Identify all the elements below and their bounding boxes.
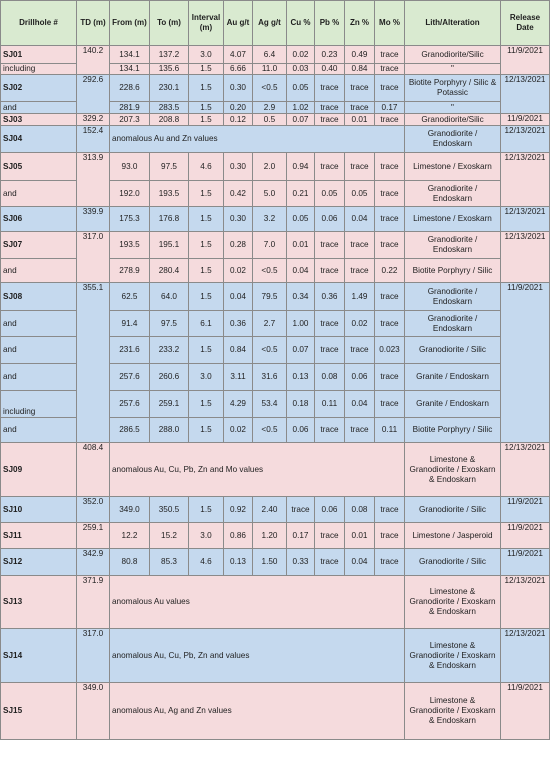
zn-cell: 1.49 [345,283,375,311]
release-date-cell [501,64,550,75]
td-cell: 313.9 [77,153,110,207]
mo-cell: trace [375,64,405,75]
mo-cell: trace [375,391,405,418]
drillhole-cell: SJ10 [1,497,77,523]
table-row [1,497,550,523]
cu-cell: 0.07 [287,114,315,126]
cu-cell: 1.02 [287,102,315,114]
drillhole-cell: SJ05 [1,153,77,181]
table-row [1,576,550,629]
release-date-cell: 11/9/2021 [501,523,550,549]
lithology-cell: Limestone & Granodiorite / Exoskarn & Endoskarn [405,629,501,683]
lithology-cell: Limestone & Granodiorite / Exoskarn & Endoskarn [405,683,501,740]
lithology-cell: Granodiorite / Endoskarn [405,311,501,337]
drillhole-cell: SJ13 [1,576,77,629]
ag-cell: 1.20 [253,523,287,549]
drillhole-cell: SJ02 [1,75,77,102]
interval-cell: 1.5 [189,232,224,259]
interval-cell: 1.5 [189,102,224,114]
to-cell: 193.5 [150,181,189,207]
header-cell: From (m) [110,1,150,46]
interval-cell: 1.5 [189,207,224,232]
release-date-cell [501,102,550,114]
lithology-cell: Granodiorite / Silic [405,549,501,576]
release-date-cell: 12/13/2021 [501,443,550,497]
to-cell: 97.5 [150,311,189,337]
release-date-cell: 11/9/2021 [501,497,550,523]
ag-cell: 11.0 [253,64,287,75]
td-cell: 342.9 [77,549,110,576]
cu-cell: 0.02 [287,46,315,64]
mo-cell: trace [375,75,405,102]
interval-cell: 4.6 [189,549,224,576]
zn-cell: trace [345,232,375,259]
td-cell: 355.1 [77,283,110,443]
drillhole-cell: SJ12 [1,549,77,576]
drillhole-cell: SJ01 [1,46,77,64]
to-cell: 280.4 [150,259,189,283]
table-row [1,549,550,576]
release-date-cell: 11/9/2021 [501,46,550,64]
td-cell: 317.0 [77,232,110,283]
lithology-cell: Granodiorite / Silic [405,497,501,523]
au-cell: 0.04 [224,283,253,311]
header-cell: Ag g/t [253,1,287,46]
zn-cell: trace [345,259,375,283]
pb-cell: trace [315,311,345,337]
lithology-cell: Limestone / Exoskarn [405,153,501,181]
cu-cell: 0.06 [287,418,315,443]
zn-cell: 0.49 [345,46,375,64]
header-cell: Release Date [501,1,550,46]
from-cell: 93.0 [110,153,150,181]
release-date-cell: 11/9/2021 [501,683,550,740]
lithology-cell: Granite / Endoskarn [405,391,501,418]
drillhole-cell: SJ11 [1,523,77,549]
release-date-cell: 12/13/2021 [501,232,550,259]
header-cell: Cu % [287,1,315,46]
to-cell: 288.0 [150,418,189,443]
td-cell: 339.9 [77,207,110,232]
to-cell: 97.5 [150,153,189,181]
to-cell: 283.5 [150,102,189,114]
release-date-cell: 12/13/2021 [501,75,550,102]
interval-cell: 1.5 [189,75,224,102]
note-cell: anomalous Au, Cu, Pb, Zn and values [110,629,405,683]
from-cell: 134.1 [110,64,150,75]
ag-cell: 31.6 [253,364,287,391]
cu-cell: 0.18 [287,391,315,418]
release-date-cell [501,337,550,364]
header-cell: Au g/t [224,1,253,46]
cu-cell: 0.17 [287,523,315,549]
from-cell: 192.0 [110,181,150,207]
header-cell: Interval (m) [189,1,224,46]
interval-cell: 1.5 [189,497,224,523]
au-cell: 0.36 [224,311,253,337]
to-cell: 137.2 [150,46,189,64]
zn-cell: 0.04 [345,549,375,576]
au-cell: 0.13 [224,549,253,576]
pb-cell: 0.05 [315,181,345,207]
release-date-cell: 11/9/2021 [501,549,550,576]
ag-cell: 2.0 [253,153,287,181]
drillhole-cell: and [1,364,77,391]
note-cell: anomalous Au, Ag and Zn values [110,683,405,740]
table-row [1,153,550,181]
pb-cell: trace [315,114,345,126]
ag-cell: 6.4 [253,46,287,64]
mo-cell: 0.17 [375,102,405,114]
release-date-cell: 12/13/2021 [501,576,550,629]
from-cell: 207.3 [110,114,150,126]
lithology-cell: Granodiorite / Endoskarn [405,126,501,153]
drillhole-cell: SJ14 [1,629,77,683]
au-cell: 0.28 [224,232,253,259]
mo-cell: trace [375,153,405,181]
drillhole-cell: and [1,337,77,364]
au-cell: 0.92 [224,497,253,523]
zn-cell: 0.08 [345,497,375,523]
drillhole-cell: SJ15 [1,683,77,740]
header-row [1,1,550,46]
ag-cell: 2.7 [253,311,287,337]
au-cell: 0.30 [224,153,253,181]
from-cell: 286.5 [110,418,150,443]
zn-cell: 0.04 [345,207,375,232]
to-cell: 259.1 [150,391,189,418]
to-cell: 85.3 [150,549,189,576]
td-cell: 371.9 [77,576,110,629]
table-row [1,207,550,232]
mo-cell: trace [375,114,405,126]
pb-cell: trace [315,523,345,549]
pb-cell: trace [315,153,345,181]
to-cell: 230.1 [150,75,189,102]
release-date-cell [501,391,550,418]
td-cell: 152.4 [77,126,110,153]
pb-cell: 0.36 [315,283,345,311]
lithology-cell: Granodiorite / Silic [405,337,501,364]
from-cell: 62.5 [110,283,150,311]
mo-cell: 0.023 [375,337,405,364]
interval-cell: 3.0 [189,523,224,549]
release-date-cell: 12/13/2021 [501,629,550,683]
cu-cell: 0.05 [287,75,315,102]
interval-cell: 3.0 [189,364,224,391]
interval-cell: 1.5 [189,391,224,418]
to-cell: 195.1 [150,232,189,259]
ag-cell: 2.9 [253,102,287,114]
zn-cell: trace [345,75,375,102]
ag-cell: 0.5 [253,114,287,126]
ag-cell: 1.50 [253,549,287,576]
header-cell: TD (m) [77,1,110,46]
au-cell: 4.07 [224,46,253,64]
lithology-cell: " [405,64,501,75]
to-cell: 64.0 [150,283,189,311]
from-cell: 193.5 [110,232,150,259]
au-cell: 3.11 [224,364,253,391]
pb-cell: 0.06 [315,207,345,232]
zn-cell: trace [345,102,375,114]
interval-cell: 1.5 [189,337,224,364]
ag-cell: 2.40 [253,497,287,523]
lithology-cell: Biotite Porphyry / Silic & Potassic [405,75,501,102]
interval-cell: 4.6 [189,153,224,181]
from-cell: 228.6 [110,75,150,102]
td-cell: 292.6 [77,75,110,114]
drillhole-cell: SJ07 [1,232,77,259]
mo-cell: trace [375,232,405,259]
from-cell: 349.0 [110,497,150,523]
ag-cell: <0.5 [253,337,287,364]
lithology-cell: Biotite Porphyry / Silic [405,418,501,443]
au-cell: 4.29 [224,391,253,418]
drillhole-cell: and [1,181,77,207]
header-cell: Lith/Alteration [405,1,501,46]
lithology-cell: Limestone / Exoskarn [405,207,501,232]
pb-cell: 0.23 [315,46,345,64]
to-cell: 15.2 [150,523,189,549]
drillhole-cell: and [1,102,77,114]
note-cell: anomalous Au, Cu, Pb, Zn and Mo values [110,443,405,497]
td-cell: 329.2 [77,114,110,126]
interval-cell: 6.1 [189,311,224,337]
cu-cell: 0.13 [287,364,315,391]
interval-cell: 3.0 [189,46,224,64]
drillhole-cell: SJ08 [1,283,77,311]
table-row [1,443,550,497]
from-cell: 12.2 [110,523,150,549]
pb-cell: 0.06 [315,497,345,523]
au-cell: 0.02 [224,259,253,283]
zn-cell: 0.06 [345,364,375,391]
pb-cell: trace [315,418,345,443]
zn-cell: 0.04 [345,391,375,418]
mo-cell: trace [375,311,405,337]
mo-cell: trace [375,283,405,311]
release-date-cell: 11/9/2021 [501,283,550,311]
drillhole-cell: SJ06 [1,207,77,232]
pb-cell: 0.08 [315,364,345,391]
mo-cell: trace [375,207,405,232]
lithology-cell: Granodiorite / Endoskarn [405,232,501,259]
table-row [1,629,550,683]
drillhole-cell: and [1,259,77,283]
lithology-cell: Granodiorite / Endoskarn [405,181,501,207]
ag-cell: <0.5 [253,259,287,283]
au-cell: 0.42 [224,181,253,207]
cu-cell: 1.00 [287,311,315,337]
from-cell: 231.6 [110,337,150,364]
mo-cell: trace [375,549,405,576]
header-cell: Mo % [375,1,405,46]
table-row [1,46,550,64]
zn-cell: 0.01 [345,523,375,549]
release-date-cell [501,181,550,207]
cu-cell: 0.04 [287,259,315,283]
td-cell: 317.0 [77,629,110,683]
lithology-cell: Granite / Endoskarn [405,364,501,391]
lithology-cell: Granodiorite / Endoskarn [405,283,501,311]
mo-cell: trace [375,497,405,523]
zn-cell: trace [345,153,375,181]
release-date-cell [501,418,550,443]
table-row [1,114,550,126]
table-row [1,75,550,102]
header-cell: Drillhole # [1,1,77,46]
note-cell: anomalous Au and Zn values [110,126,405,153]
drillhole-cell: and [1,418,77,443]
lithology-cell: Biotite Porphyry / Silic [405,259,501,283]
from-cell: 91.4 [110,311,150,337]
cu-cell: 0.01 [287,232,315,259]
header-cell: To (m) [150,1,189,46]
cu-cell: 0.07 [287,337,315,364]
lithology-cell: Granodiorite/Silic [405,46,501,64]
pb-cell: trace [315,549,345,576]
mo-cell: trace [375,523,405,549]
ag-cell: 3.2 [253,207,287,232]
cu-cell: trace [287,497,315,523]
drillhole-cell: including [1,64,77,75]
header-cell: Zn % [345,1,375,46]
td-cell: 352.0 [77,497,110,523]
drillhole-cell: including [1,391,77,418]
cu-cell: 0.33 [287,549,315,576]
table-row [1,523,550,549]
to-cell: 260.6 [150,364,189,391]
release-date-cell: 12/13/2021 [501,126,550,153]
drillhole-cell: SJ03 [1,114,77,126]
cu-cell: 0.21 [287,181,315,207]
mo-cell: trace [375,181,405,207]
from-cell: 175.3 [110,207,150,232]
drillhole-cell: and [1,311,77,337]
to-cell: 176.8 [150,207,189,232]
zn-cell: 0.01 [345,114,375,126]
ag-cell: 7.0 [253,232,287,259]
pb-cell: trace [315,102,345,114]
interval-cell: 1.5 [189,114,224,126]
pb-cell: trace [315,232,345,259]
mo-cell: 0.22 [375,259,405,283]
au-cell: 0.86 [224,523,253,549]
cu-cell: 0.34 [287,283,315,311]
lithology-cell: Granodiorite/Silic [405,114,501,126]
zn-cell: 0.02 [345,311,375,337]
table-row [1,283,550,311]
table-row [1,232,550,259]
lithology-cell: " [405,102,501,114]
release-date-cell: 12/13/2021 [501,207,550,232]
au-cell: 0.02 [224,418,253,443]
to-cell: 135.6 [150,64,189,75]
lithology-cell: Limestone & Granodiorite / Exoskarn & Endoskarn [405,576,501,629]
td-cell: 259.1 [77,523,110,549]
interval-cell: 1.5 [189,181,224,207]
au-cell: 0.84 [224,337,253,364]
release-date-cell [501,311,550,337]
au-cell: 0.30 [224,207,253,232]
release-date-cell: 11/9/2021 [501,114,550,126]
table-body [1,46,550,740]
zn-cell: trace [345,337,375,364]
ag-cell: 53.4 [253,391,287,418]
pb-cell: trace [315,337,345,364]
ag-cell: <0.5 [253,75,287,102]
from-cell: 80.8 [110,549,150,576]
mo-cell: trace [375,46,405,64]
from-cell: 281.9 [110,102,150,114]
zn-cell: 0.84 [345,64,375,75]
to-cell: 233.2 [150,337,189,364]
release-date-cell [501,259,550,283]
au-cell: 6.66 [224,64,253,75]
ag-cell: 79.5 [253,283,287,311]
table-row [1,683,550,740]
from-cell: 257.6 [110,391,150,418]
ag-cell: 5.0 [253,181,287,207]
interval-cell: 1.5 [189,64,224,75]
drillhole-cell: SJ09 [1,443,77,497]
pb-cell: 0.40 [315,64,345,75]
td-cell: 140.2 [77,46,110,75]
to-cell: 350.5 [150,497,189,523]
zn-cell: 0.05 [345,181,375,207]
au-cell: 0.30 [224,75,253,102]
mo-cell: trace [375,364,405,391]
from-cell: 257.6 [110,364,150,391]
cu-cell: 0.05 [287,207,315,232]
ag-cell: <0.5 [253,418,287,443]
from-cell: 278.9 [110,259,150,283]
table-row [1,126,550,153]
au-cell: 0.12 [224,114,253,126]
cu-cell: 0.94 [287,153,315,181]
interval-cell: 1.5 [189,283,224,311]
pb-cell: 0.11 [315,391,345,418]
mo-cell: 0.11 [375,418,405,443]
pb-cell: trace [315,75,345,102]
lithology-cell: Limestone / Jasperoid [405,523,501,549]
release-date-cell: 12/13/2021 [501,153,550,181]
zn-cell: trace [345,418,375,443]
pb-cell: trace [315,259,345,283]
interval-cell: 1.5 [189,418,224,443]
header-cell: Pb % [315,1,345,46]
cu-cell: 0.03 [287,64,315,75]
lithology-cell: Limestone & Granodiorite / Exoskarn & Endoskarn [405,443,501,497]
to-cell: 208.8 [150,114,189,126]
from-cell: 134.1 [110,46,150,64]
interval-cell: 1.5 [189,259,224,283]
drillhole-cell: SJ04 [1,126,77,153]
au-cell: 0.20 [224,102,253,114]
td-cell: 349.0 [77,683,110,740]
td-cell: 408.4 [77,443,110,497]
note-cell: anomalous Au values [110,576,405,629]
release-date-cell [501,364,550,391]
